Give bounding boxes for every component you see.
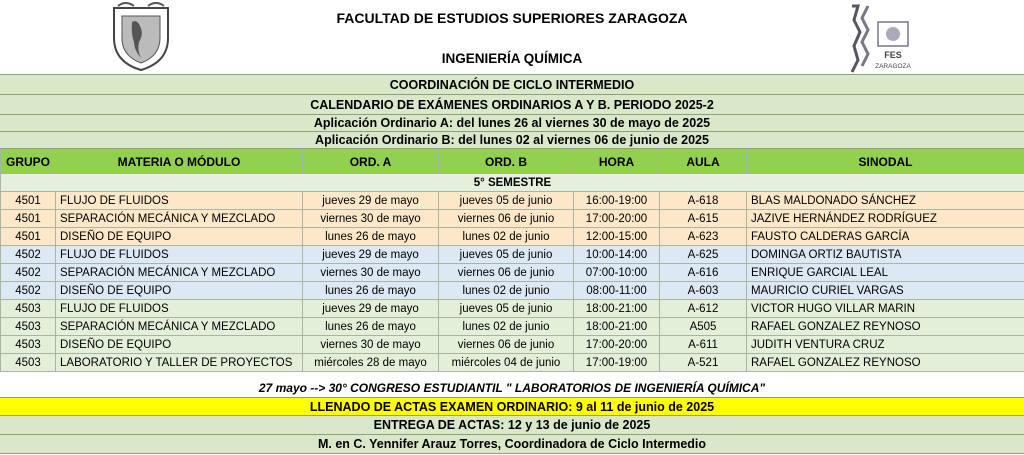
grade-sheet-delivery: ENTREGA DE ACTAS: 12 y 13 de junio de 2025 bbox=[0, 416, 1024, 435]
faculty-title: FACULTAD DE ESTUDIOS SUPERIORES ZARAGOZA bbox=[336, 10, 688, 26]
cell-ord-a: viernes 30 de mayo bbox=[303, 210, 439, 228]
cell-materia: SEPARACIÓN MECÁNICA Y MEZCLADO bbox=[56, 264, 303, 282]
cell-ord-b: lunes 02 de junio bbox=[439, 228, 574, 246]
cell-ord-b: miércoles 04 de junio bbox=[439, 354, 574, 372]
cell-hora: 08:00-11:00 bbox=[574, 282, 660, 300]
cell-hora: 17:00-20:00 bbox=[574, 210, 660, 228]
cell-aula: A-603 bbox=[660, 282, 747, 300]
cell-hora: 18:00-21:00 bbox=[574, 300, 660, 318]
fes-zaragoza-logo-icon bbox=[842, 2, 914, 74]
cell-materia: DISEÑO DE EQUIPO bbox=[56, 336, 303, 354]
cell-aula: A-618 bbox=[660, 192, 747, 210]
table-row bbox=[1, 246, 1024, 264]
table-row bbox=[1, 192, 1024, 210]
cell-ord-a: jueves 29 de mayo bbox=[303, 192, 439, 210]
coordination-banner: COORDINACIÓN DE CICLO INTERMEDIO bbox=[0, 74, 1024, 95]
cell-ord-b: viernes 06 de junio bbox=[439, 336, 574, 354]
cell-aula: A-611 bbox=[660, 336, 747, 354]
cell-ord-b: jueves 05 de junio bbox=[439, 192, 574, 210]
department-title: INGENIERÍA QUÍMICA bbox=[441, 51, 583, 66]
cell-ord-b: lunes 02 de junio bbox=[439, 282, 574, 300]
cell-aula: A-625 bbox=[660, 246, 747, 264]
cell-ord-a: lunes 26 de mayo bbox=[303, 282, 439, 300]
cell-ord-a: miércoles 28 de mayo bbox=[303, 354, 439, 372]
cell-grupo: 4502 bbox=[1, 282, 56, 300]
table-row bbox=[1, 228, 1024, 246]
cell-ord-a: viernes 30 de mayo bbox=[303, 264, 439, 282]
cell-ord-b: lunes 02 de junio bbox=[439, 318, 574, 336]
table-row bbox=[1, 354, 1024, 372]
cell-hora: 10:00-14:00 bbox=[574, 246, 660, 264]
cell-ord-b: jueves 05 de junio bbox=[439, 246, 574, 264]
cell-materia: LABORATORIO Y TALLER DE PROYECTOS bbox=[56, 354, 303, 372]
cell-aula: A-616 bbox=[660, 264, 747, 282]
cell-hora: 17:00-20:00 bbox=[574, 336, 660, 354]
cell-materia: FLUJO DE FLUIDOS bbox=[56, 192, 303, 210]
cell-grupo: 4502 bbox=[1, 246, 56, 264]
cell-hora: 12:00-15:00 bbox=[574, 228, 660, 246]
cell-aula: A-623 bbox=[660, 228, 747, 246]
cell-ord-a: lunes 26 de mayo bbox=[303, 318, 439, 336]
cell-grupo: 4503 bbox=[1, 300, 56, 318]
grade-sheet-deadline: LLENADO DE ACTAS EXAMEN ORDINARIO: 9 al 11 de junio de 2025 bbox=[0, 397, 1024, 416]
table-row bbox=[1, 264, 1024, 282]
cell-grupo: 4501 bbox=[1, 192, 56, 210]
cell-grupo: 4503 bbox=[1, 318, 56, 336]
cell-ord-a: jueves 29 de mayo bbox=[303, 246, 439, 264]
cell-sinodal: JAZIVE HERNÁNDEZ RODRÍGUEZ bbox=[747, 210, 1024, 228]
cell-sinodal: ENRIQUE GARCIAL LEAL bbox=[747, 264, 1024, 282]
column-header-aula: AULA bbox=[660, 150, 747, 174]
semester-label: 5° SEMESTRE bbox=[1, 174, 1024, 192]
column-header-sinodal: SINODAL bbox=[747, 150, 1024, 174]
cell-aula: A505 bbox=[660, 318, 747, 336]
table-header-row bbox=[1, 150, 1024, 174]
cell-sinodal: VICTOR HUGO VILLAR MARIN bbox=[747, 300, 1024, 318]
cell-materia: DISEÑO DE EQUIPO bbox=[56, 228, 303, 246]
cell-ord-b: viernes 06 de junio bbox=[439, 210, 574, 228]
cell-grupo: 4501 bbox=[1, 210, 56, 228]
cell-hora: 07:00-10:00 bbox=[574, 264, 660, 282]
cell-sinodal: RAFAEL GONZALEZ REYNOSO bbox=[747, 354, 1024, 372]
column-header-materia: MATERIA O MÓDULO bbox=[56, 150, 303, 174]
application-a-banner: Aplicación Ordinario A: del lunes 26 al viernes 30 de mayo de 2025 bbox=[0, 115, 1024, 132]
cell-hora: 16:00-19:00 bbox=[574, 192, 660, 210]
cell-materia: FLUJO DE FLUIDOS bbox=[56, 300, 303, 318]
cell-ord-a: jueves 29 de mayo bbox=[303, 300, 439, 318]
calendar-title-banner: CALENDARIO DE EXÁMENES ORDINARIOS A Y B. PERIODO 2025-2 bbox=[0, 95, 1024, 115]
table-row bbox=[1, 300, 1024, 318]
cell-ord-a: viernes 30 de mayo bbox=[303, 336, 439, 354]
cell-aula: A-612 bbox=[660, 300, 747, 318]
cell-materia: SEPARACIÓN MECÁNICA Y MEZCLADO bbox=[56, 318, 303, 336]
cell-sinodal: DOMINGA ORTIZ BAUTISTA bbox=[747, 246, 1024, 264]
cell-sinodal: MAURICIO CURIEL VARGAS bbox=[747, 282, 1024, 300]
cell-sinodal: JUDITH VENTURA CRUZ bbox=[747, 336, 1024, 354]
application-b-banner: Aplicación Ordinario B: del lunes 02 al viernes 06 de junio de 2025 bbox=[0, 132, 1024, 149]
column-header-ord-b: ORD. B bbox=[439, 150, 574, 174]
congress-note: 27 mayo --> 30° CONGRESO ESTUDIANTIL " LABORATORIOS DE INGENIERÍA QUÍMICA" bbox=[0, 380, 1024, 396]
cell-sinodal: RAFAEL GONZALEZ REYNOSO bbox=[747, 318, 1024, 336]
svg-text:FES: FES bbox=[884, 50, 902, 60]
table-row bbox=[1, 336, 1024, 354]
cell-hora: 18:00-21:00 bbox=[574, 318, 660, 336]
table-row bbox=[1, 210, 1024, 228]
cell-sinodal: FAUSTO CALDERAS GARCÍA bbox=[747, 228, 1024, 246]
semester-row bbox=[1, 174, 1024, 192]
cell-grupo: 4501 bbox=[1, 228, 56, 246]
cell-aula: A-521 bbox=[660, 354, 747, 372]
exam-schedule-table bbox=[0, 149, 1024, 372]
cell-ord-b: jueves 05 de junio bbox=[439, 300, 574, 318]
header bbox=[0, 0, 1024, 74]
svg-text:ZARAGOZA: ZARAGOZA bbox=[875, 63, 911, 70]
cell-materia: FLUJO DE FLUIDOS bbox=[56, 246, 303, 264]
cell-sinodal: BLAS MALDONADO SÁNCHEZ bbox=[747, 192, 1024, 210]
column-header-grupo: GRUPO bbox=[1, 150, 56, 174]
cell-grupo: 4503 bbox=[1, 336, 56, 354]
cell-grupo: 4502 bbox=[1, 264, 56, 282]
cell-grupo: 4503 bbox=[1, 354, 56, 372]
coordinator-signature: M. en C. Yennifer Arauz Torres, Coordinadora de Ciclo Intermedio bbox=[0, 435, 1024, 454]
column-header-hora: HORA bbox=[574, 150, 660, 174]
column-header-ord-a: ORD. A bbox=[303, 150, 439, 174]
cell-aula: A-615 bbox=[660, 210, 747, 228]
table-row bbox=[1, 282, 1024, 300]
cell-materia: SEPARACIÓN MECÁNICA Y MEZCLADO bbox=[56, 210, 303, 228]
cell-hora: 17:00-19:00 bbox=[574, 354, 660, 372]
table-row bbox=[1, 318, 1024, 336]
cell-ord-a: lunes 26 de mayo bbox=[303, 228, 439, 246]
cell-ord-b: viernes 06 de junio bbox=[439, 264, 574, 282]
cell-materia: DISEÑO DE EQUIPO bbox=[56, 282, 303, 300]
